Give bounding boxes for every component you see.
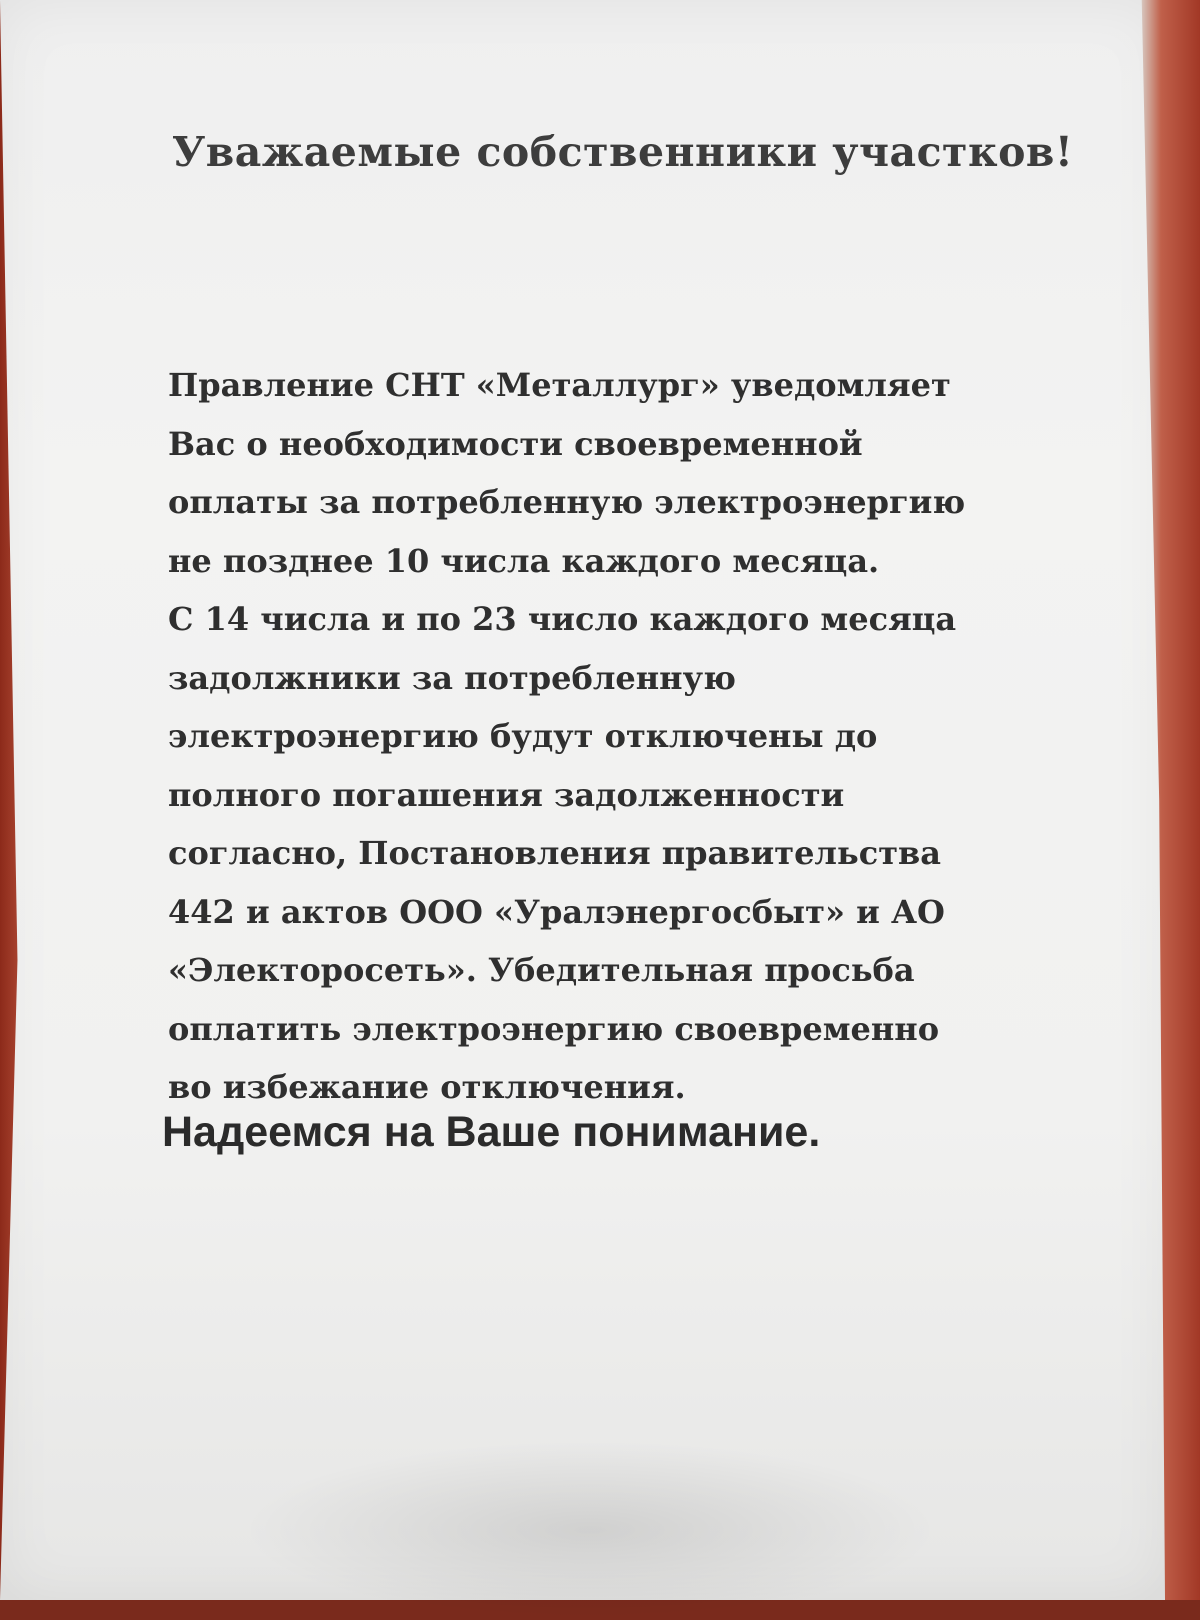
body-line: «Электоросеть». Убедительная просьба [168,951,915,989]
body-line: задолжники за потребленную [168,658,736,697]
body-line: Правление СНТ «Металлург» уведомляет [168,366,951,404]
notice-heading: Уважаемые собственники участков! [172,128,1074,176]
body-line: Вас о необходимости своевременной [168,424,863,463]
notice-closing: Надеемся на Ваше понимание. [162,1108,821,1156]
body-line: оплаты за потребленную электроэнергию [168,483,966,521]
body-line: не позднее 10 числа каждого месяца. [168,541,880,580]
phone-shadow [240,1440,940,1620]
body-line: во избежание отключения. [168,1068,686,1106]
body-line: электроэнергию будут отключены до [168,717,878,755]
notice-body [168,356,1068,1117]
body-line: полного погашения задолженности [168,775,845,814]
body-line: согласно, Постановления правительства [168,834,941,872]
body-line: оплатить электроэнергию своевременно [168,1009,940,1048]
body-line: С 14 числа и по 23 число каждого месяца [168,600,957,638]
body-line: 442 и актов ООО «Уралэнергосбыт» и АО [168,892,945,931]
